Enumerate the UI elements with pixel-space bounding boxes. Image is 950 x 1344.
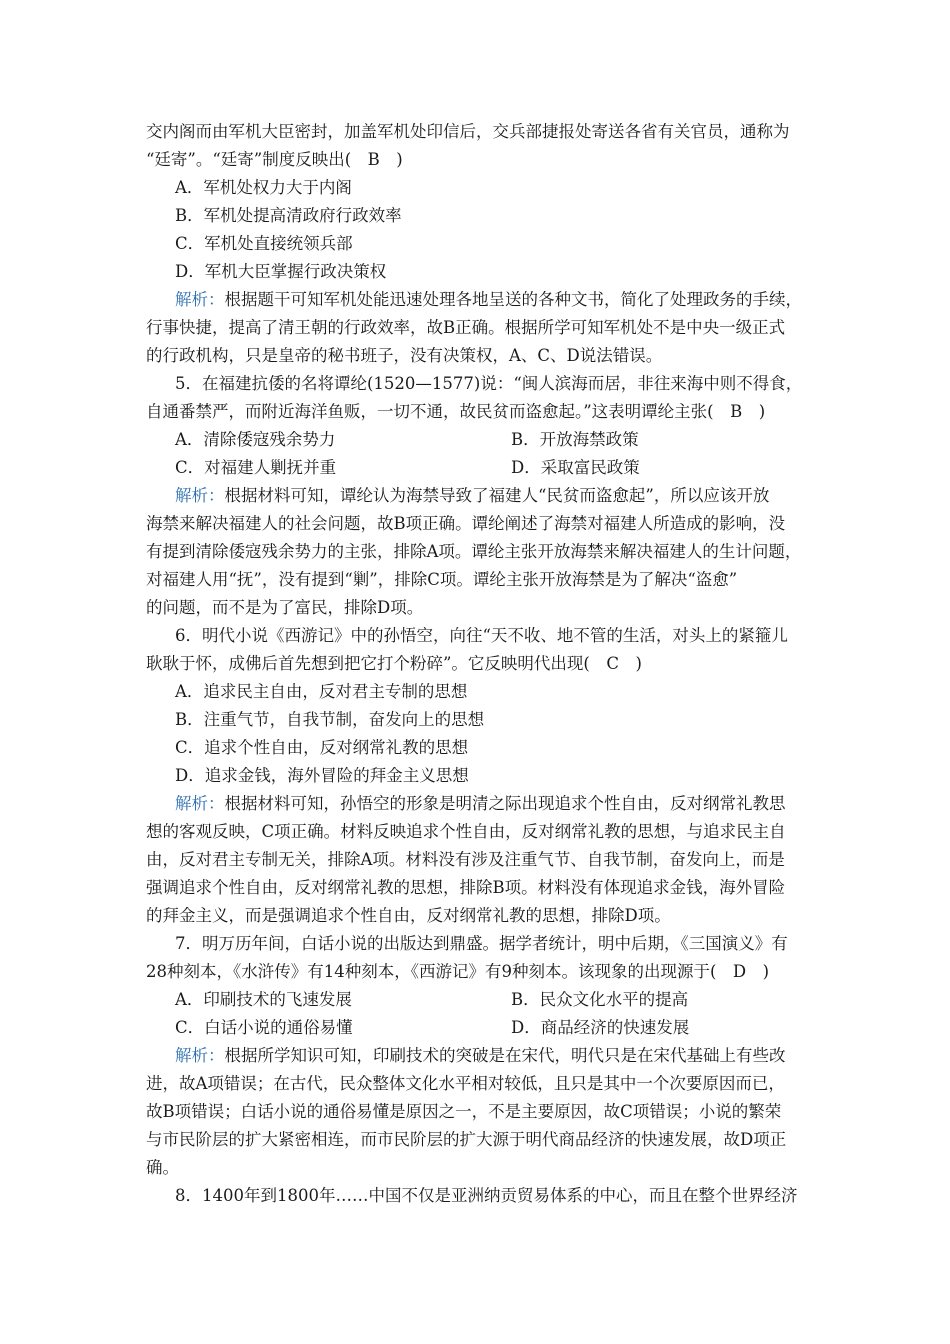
option-b: B．注重气节，自我节制，奋发向上的思想 bbox=[175, 710, 485, 729]
analysis-text: 与市民阶层的扩大紧密相连，而市民阶层的扩大源于明代商品经济的快速发展，故D项正 bbox=[146, 1130, 787, 1149]
option-a: A．军机处权力大于内阁 bbox=[175, 178, 352, 197]
question-8-stem: 8．1400年到1800年……中国不仅是亚洲纳贡贸易体系的中心，而且在整个世界经济 bbox=[175, 1186, 798, 1205]
analysis-text: 对福建人用“抚”，没有提到“剿”，排除C项。谭纶主张开放海禁是为了解决“盗愈” bbox=[146, 570, 738, 589]
option-a: A．清除倭寇残余势力 bbox=[175, 430, 336, 449]
analysis-text: 的拜金主义，而是强调追求个性自由，反对纲常礼教的思想，排除D项。 bbox=[146, 906, 671, 925]
analysis-label: 解析： bbox=[175, 486, 225, 505]
analysis-text: 的问题，而不是为了富民，排除D项。 bbox=[146, 598, 424, 617]
option-b: B．军机处提高清政府行政效率 bbox=[175, 206, 402, 225]
question-4-stem-end: “廷寄”。“廷寄”制度反映出( B ) bbox=[146, 150, 403, 169]
analysis-text: 有提到清除倭寇残余势力的主张，排除A项。谭纶主张开放海禁来解决福建人的生计问题， bbox=[146, 542, 802, 561]
option-c: C．对福建人剿抚并重 bbox=[175, 458, 337, 477]
analysis-text: 根据材料可知，孙悟空的形象是明清之际出现追求个性自由，反对纲常礼教思 bbox=[224, 794, 786, 813]
analysis-line bbox=[175, 790, 786, 818]
option-c: C．白话小说的通俗易懂 bbox=[175, 1018, 353, 1037]
analysis-text: 强调追求个性自由，反对纲常礼教的思想，排除B项。材料没有体现追求金钱，海外冒险 bbox=[146, 878, 786, 897]
analysis-text: 根据题干可知军机处能迅速处理各地呈送的各种文书，简化了处理政务的手续， bbox=[224, 290, 802, 309]
question-7-stem: 7．明万历年间，白话小说的出版达到鼎盛。据学者统计，明中后期，《三国演义》有 bbox=[175, 934, 788, 953]
question-6-stem: 耿耿于怀，成佛后首先想到把它打个粉碎”。它反映明代出现( C ) bbox=[146, 654, 642, 673]
option-b: B．开放海禁政策 bbox=[511, 430, 639, 449]
option-a: A．追求民主自由，反对君主专制的思想 bbox=[175, 682, 468, 701]
option-a: A．印刷技术的飞速发展 bbox=[175, 990, 352, 1009]
option-d: D．商品经济的快速发展 bbox=[511, 1018, 690, 1037]
analysis-text: 想的客观反映，C项正确。材料反映追求个性自由，反对纲常礼教的思想，与追求民主自 bbox=[146, 822, 786, 841]
option-b: B．民众文化水平的提高 bbox=[511, 990, 689, 1009]
analysis-line bbox=[175, 286, 802, 314]
question-5-stem: 自通番禁严，而附近海洋鱼贩，一切不通，故民贫而盗愈起。”这表明谭纶主张( B ) bbox=[146, 402, 766, 421]
analysis-text: 确。 bbox=[146, 1158, 179, 1177]
analysis-label: 解析： bbox=[175, 1046, 225, 1065]
analysis-text: 由，反对君主专制无关，排除A项。材料没有涉及注重气节、自我节制，奋发向上，而是 bbox=[146, 850, 785, 869]
analysis-text: 进，故A项错误；在古代，民众整体文化水平相对较低，且只是其中一个次要原因而已， bbox=[146, 1074, 785, 1093]
analysis-text: 根据所学知识可知，印刷技术的突破是在宋代，明代只是在宋代基础上有些改 bbox=[224, 1046, 786, 1065]
analysis-text: 行事快捷，提高了清王朝的行政效率，故B正确。根据所学可知军机处不是中央一级正式 bbox=[146, 318, 786, 337]
analysis-line bbox=[175, 1042, 786, 1070]
analysis-text: 的行政机构，只是皇帝的秘书班子，没有决策权，A、C、D说法错误。 bbox=[146, 346, 663, 365]
analysis-text: 根据材料可知，谭纶认为海禁导致了福建人“民贫而盗愈起”，所以应该开放 bbox=[224, 486, 770, 505]
analysis-label: 解析： bbox=[175, 290, 225, 309]
option-d: D．追求金钱，海外冒险的拜金主义思想 bbox=[175, 766, 469, 785]
question-6-stem: 6．明代小说《西游记》中的孙悟空，向往“天不收、地不管的生活，对头上的紧箍儿 bbox=[175, 626, 788, 645]
analysis-text: 海禁来解决福建人的社会问题，故B项正确。谭纶阐述了海禁对福建人所造成的影响，没 bbox=[146, 514, 786, 533]
analysis-label: 解析： bbox=[175, 794, 225, 813]
question-7-stem: 28种刻本，《水浒传》有14种刻本，《西游记》有9种刻本。该现象的出现源于( D ) bbox=[146, 962, 770, 981]
analysis-line bbox=[175, 482, 769, 510]
option-d: D．军机大臣掌握行政决策权 bbox=[175, 262, 387, 281]
option-d: D．采取富民政策 bbox=[511, 458, 640, 477]
option-c: C．军机处直接统领兵部 bbox=[175, 234, 353, 253]
text-line: 交内阁而由军机大臣密封，加盖军机处印信后，交兵部捷报处寄送各省有关官员，通称为 bbox=[146, 122, 790, 141]
option-c: C．追求个性自由，反对纲常礼教的思想 bbox=[175, 738, 469, 757]
question-5-stem: 5．在福建抗倭的名将谭纶(1520—1577)说：“闽人滨海而居，非往来海中则不得食， bbox=[175, 374, 803, 393]
analysis-text: 故B项错误；白话小说的通俗易懂是原因之一，不是主要原因，故C项错误；小说的繁荣 bbox=[146, 1102, 782, 1121]
